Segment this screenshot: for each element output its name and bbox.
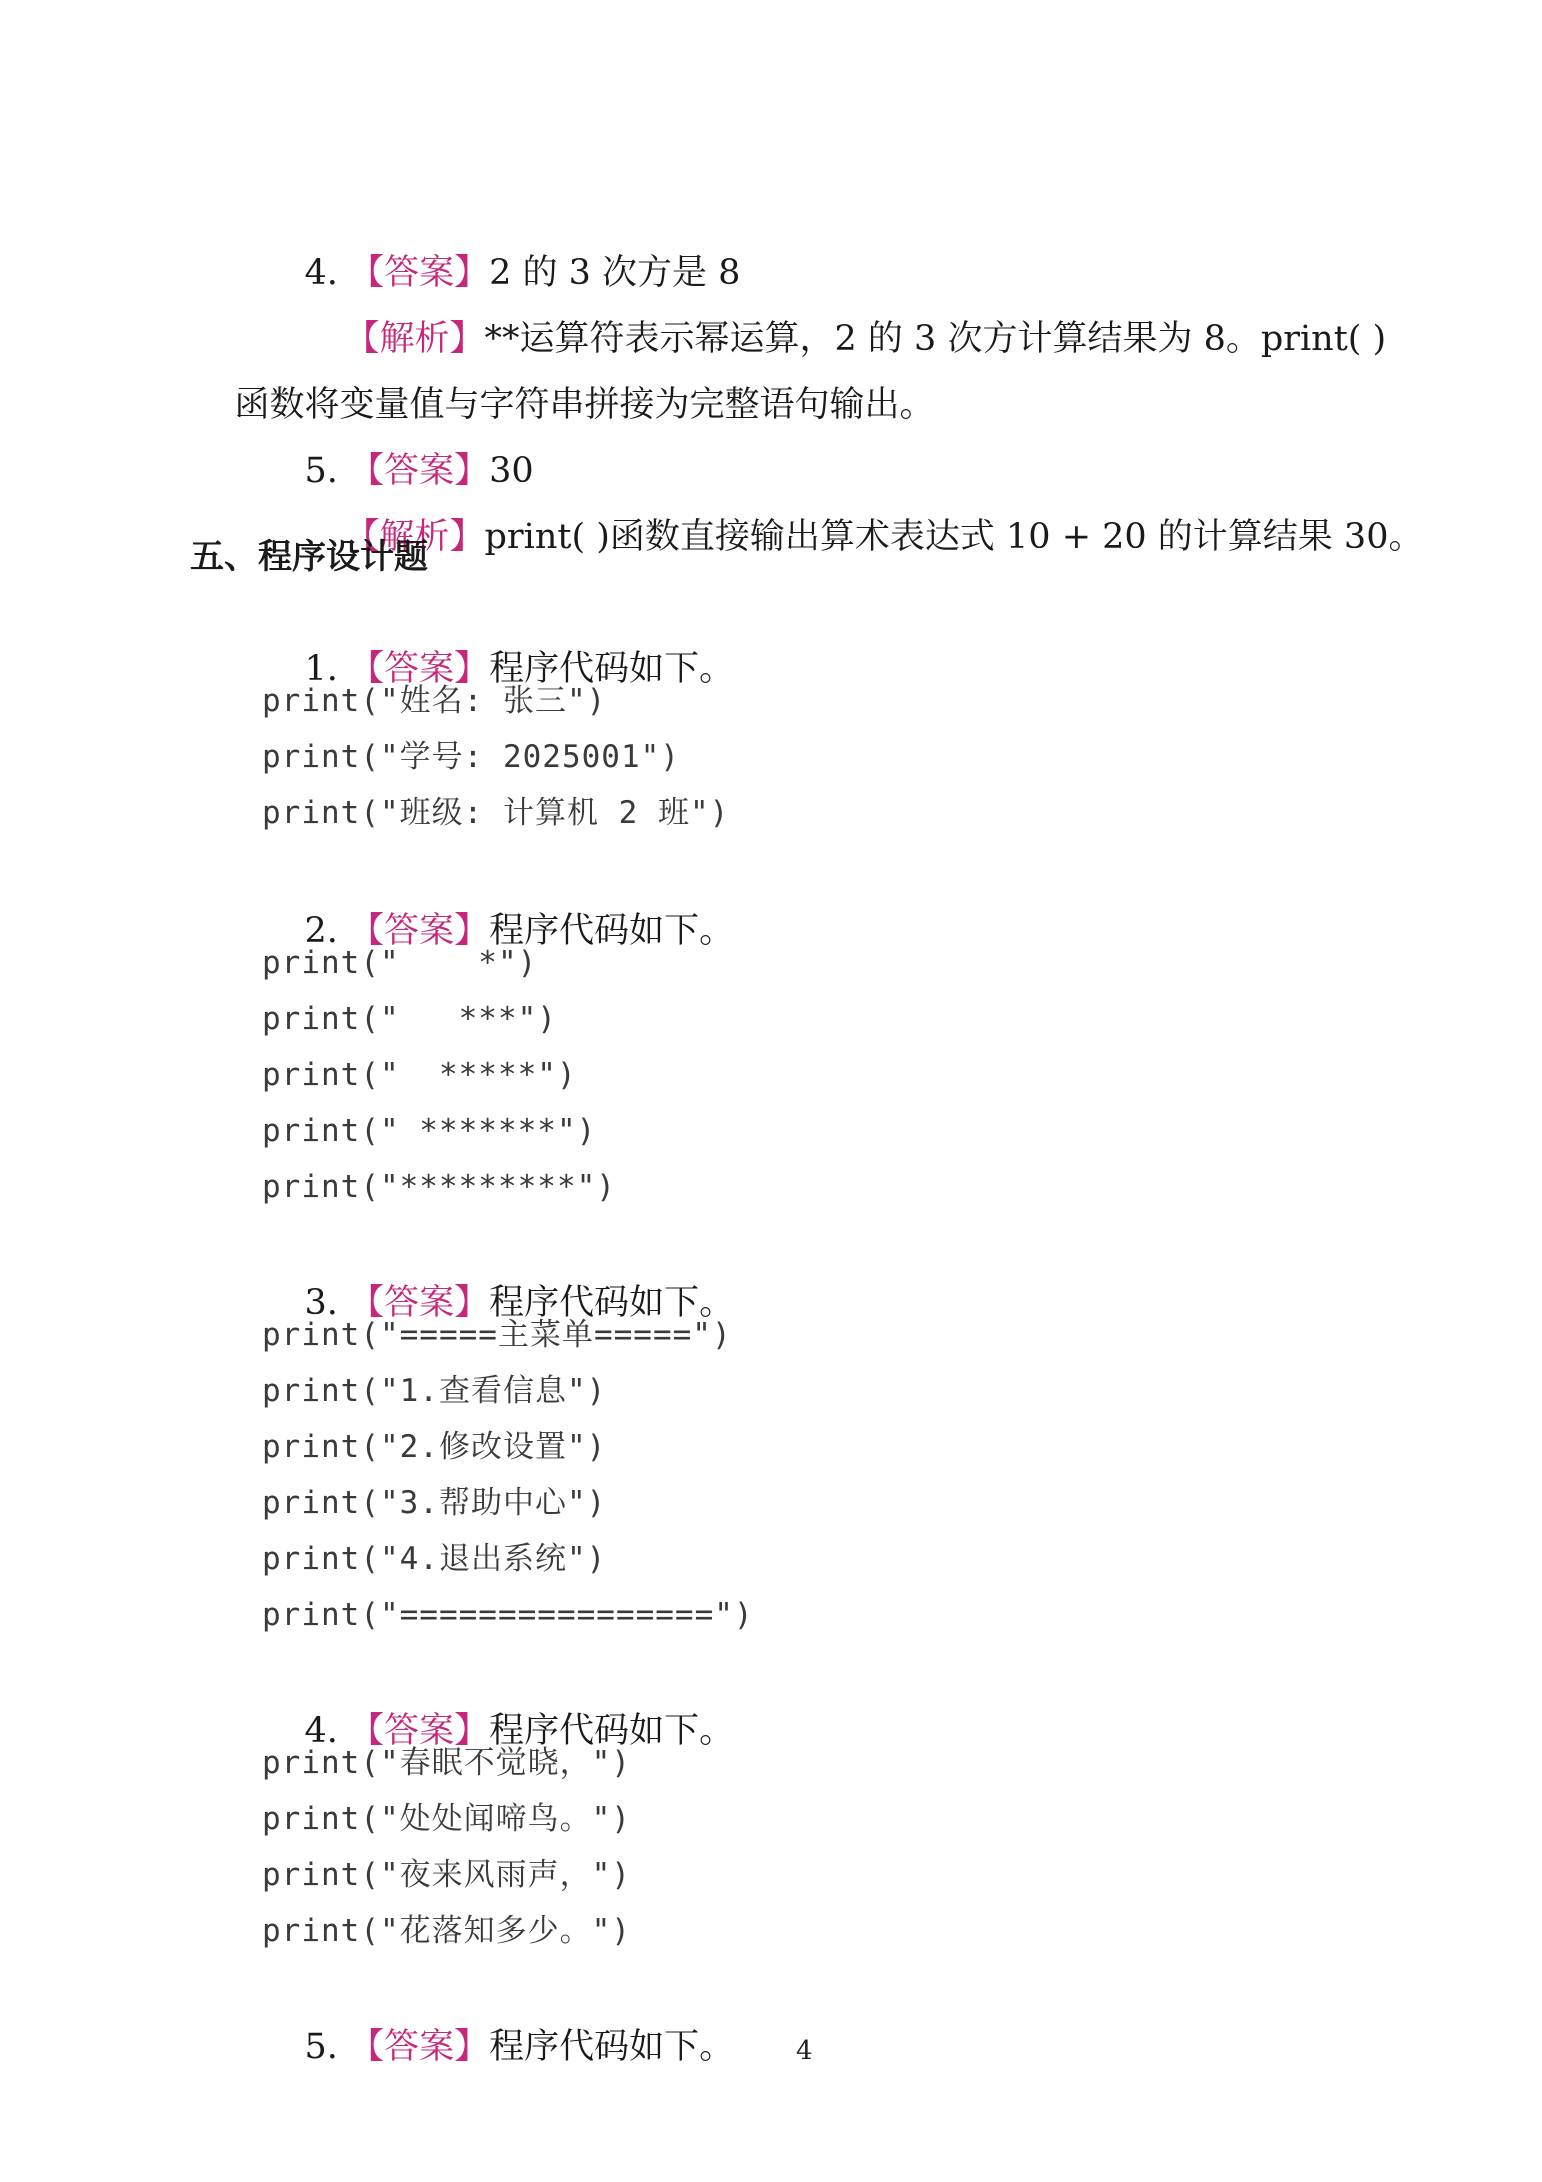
code-line: print("学号: 2025001") [262,739,680,775]
answer-text: 程序代码如下。 [489,2027,735,2067]
code-line: print("处处闻啼鸟。") [262,1801,631,1837]
code-line: print("3.帮助中心") [262,1485,607,1521]
answer-tag: 【答案】 [349,1711,490,1751]
code-line: print("1.查看信息") [262,1373,607,1409]
answer-text: 2 的 3 次方是 8 [489,253,741,293]
code-line: print("2.修改设置") [262,1429,607,1465]
answer-tag: 【答案】 [349,2027,490,2067]
code-line: print(" *******") [262,1113,597,1149]
item-number: 2. [304,911,338,951]
item-number: 5. [304,451,338,491]
code-line: print("春眠不觉晓，") [262,1745,631,1781]
answer-tag: 【答案】 [349,253,490,293]
code-line: print("================") [262,1597,754,1633]
program-answer-5 [260,1978,734,2116]
item-number: 5. [304,2027,338,2067]
answer-tag: 【答案】 [349,649,490,689]
code-line: print("=====主菜单=====") [262,1317,732,1353]
answer-text: 30 [489,451,534,491]
answer-tag: 【答案】 [349,451,490,491]
section-heading: 五、程序设计题 [190,537,428,577]
answer-text: 程序代码如下。 [489,1283,735,1323]
analysis-text: 函数将变量值与字符串拼接为完整语句输出。 [234,385,935,425]
code-line: print("4.退出系统") [262,1541,607,1577]
answer-tag: 【答案】 [349,1283,490,1323]
item-number: 4. [304,1711,338,1751]
answer-text: 程序代码如下。 [489,649,735,689]
code-line: print("姓名: 张三") [262,683,607,719]
analysis-tag: 【解析】 [344,517,485,557]
code-line: print("花落知多少。") [262,1913,631,1949]
item-number: 4. [304,253,338,293]
code-line: print(" *****") [262,1057,577,1093]
analysis-text: print( )函数直接输出算术表达式 10 + 20 的计算结果 30。 [484,517,1424,557]
answer-tag: 【答案】 [349,911,490,951]
analysis-line-q5 [300,468,1423,606]
code-line: print(" ***") [262,1001,557,1037]
code-line: print("班级: 计算机 2 班") [262,795,730,831]
code-line: print("夜来风雨声，") [262,1857,631,1893]
code-line: print("*********") [262,1169,616,1205]
analysis-text: **运算符表示幂运算，2 的 3 次方计算结果为 8。print( ) [484,319,1387,359]
code-line: print(" *") [262,945,538,981]
answer-text: 程序代码如下。 [489,1711,735,1751]
item-number: 1. [304,649,338,689]
page-number: 4 [796,2036,813,2066]
answer-text: 程序代码如下。 [489,911,735,951]
analysis-tag: 【解析】 [344,319,485,359]
item-number: 3. [304,1283,338,1323]
